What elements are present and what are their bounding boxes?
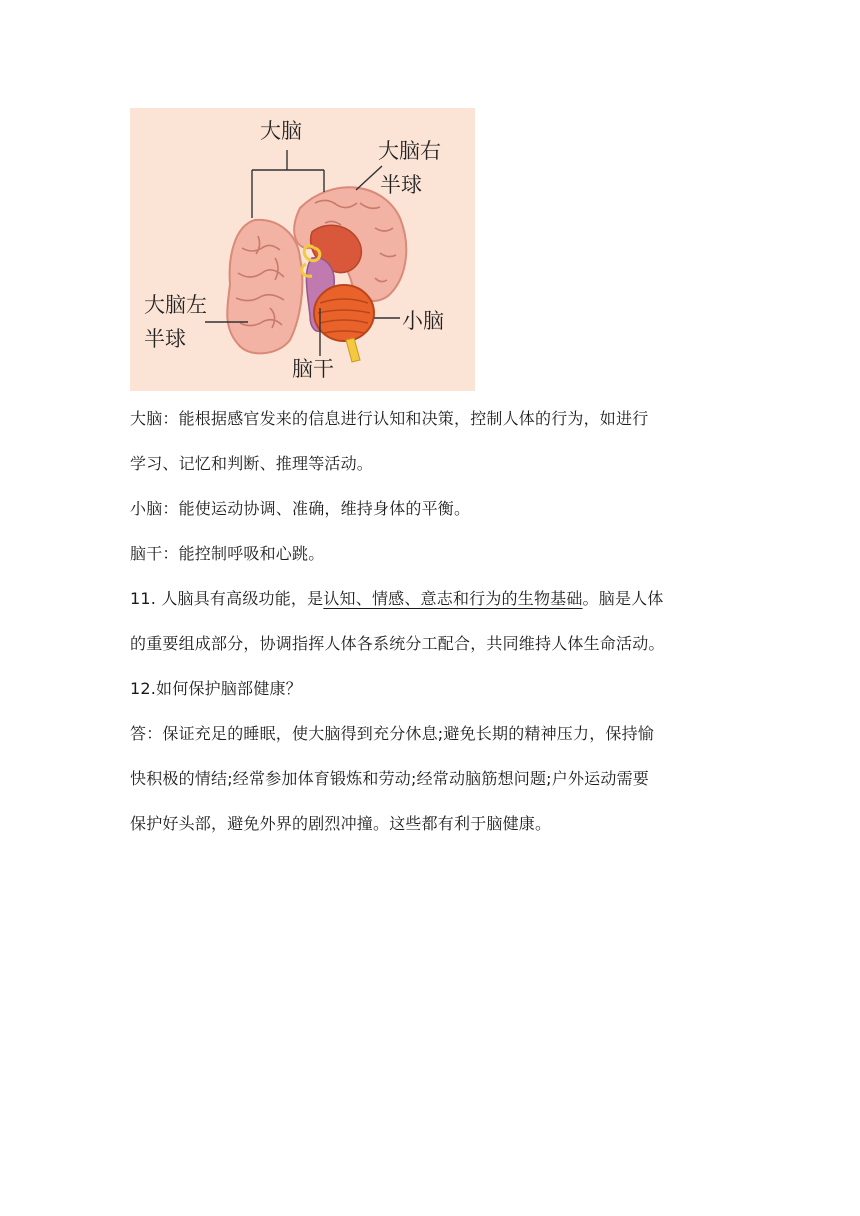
item-11-underlined-phrase: 认知、情感、意志和行为的生物基础	[323, 589, 583, 608]
document-body	[130, 396, 740, 846]
item-12-question: 12.如何保护脑部健康？	[130, 679, 302, 698]
item-11-prefix: 11. 人脑具有高级功能，是	[130, 589, 324, 608]
label-left-hemisphere-line1: 大脑左	[144, 293, 207, 317]
cerebrum-description-line2: 学习、记忆和判断、推理等活动。	[130, 454, 374, 473]
label-right-hemisphere-line1: 大脑右	[378, 139, 441, 163]
label-left-hemisphere-line2: 半球	[144, 327, 186, 351]
spinal-cord-shape	[346, 338, 360, 362]
label-cerebellum: 小脑	[402, 309, 444, 333]
brain-diagram-svg	[130, 108, 475, 391]
label-right-hemisphere-line2: 半球	[380, 173, 422, 197]
brainstem-description: 脑干：能控制呼吸和心跳。	[130, 544, 325, 563]
item-11-line1	[130, 576, 740, 621]
item-11-line2: 的重要组成部分，协调指挥人体各系统分工配合，共同维持人体生命活动。	[130, 634, 665, 653]
brain-diagram	[130, 108, 475, 391]
left-hemisphere-shape	[227, 220, 302, 354]
label-cerebrum: 大脑	[260, 119, 302, 143]
label-brainstem: 脑干	[292, 357, 334, 381]
answer-line1: 答：保证充足的睡眠，使大脑得到充分休息;避免长期的精神压力，保持愉	[130, 724, 654, 743]
answer-line3: 保护好头部，避免外界的剧烈冲撞。这些都有利于脑健康。	[130, 814, 552, 833]
cerebrum-description-line1: 大脑：能根据感官发来的信息进行认知和决策，控制人体的行为，如进行	[130, 409, 649, 428]
cerebellum-shape	[314, 285, 374, 341]
answer-line2: 快积极的情结;经常参加体育锻炼和劳动;经常动脑筋想问题;户外运动需要	[130, 769, 649, 788]
item-11-suffix: 。脑是人体	[582, 589, 664, 608]
cerebellum-description: 小脑：能使运动协调、准确，维持身体的平衡。	[130, 499, 471, 518]
